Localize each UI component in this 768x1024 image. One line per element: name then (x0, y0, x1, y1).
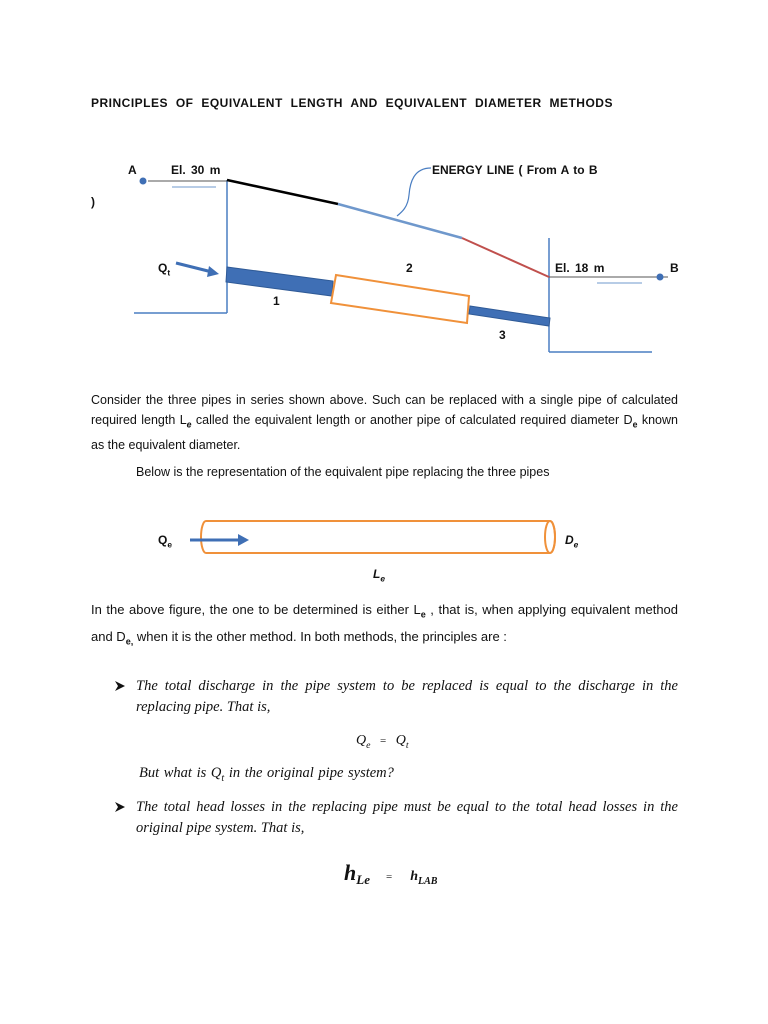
paragraph-intro: Consider the three pipes in series shown above. Such can be replaced with a single pipe of calculated required length $L_e$ called the equivalent length or another pipe of calculated required diameter $D_e$ known as the equivalent diameter. (91, 393, 678, 452)
label-equivalent-diameter: $D_e$ (565, 533, 579, 550)
label-energy-line: ENERGY LINE ( From A to B (432, 163, 598, 177)
label-pipe-1: 1 (273, 294, 280, 308)
pipe-2 (331, 275, 469, 323)
equation-head-losses: $h_{Le} = h_{LAB}$ (344, 860, 438, 888)
principle-head-losses: The total head losses in the replacing pipe must be equal to the total head losses in the original pipe system. That is, (136, 799, 678, 836)
bullet-arrow-icon (114, 800, 130, 814)
pipe-3 (469, 306, 550, 326)
label-stray-paren: ) (91, 195, 95, 209)
paragraph-methods: In the above figure, the one to be determined is either $L_e$ , that is, when applying equivalent method and $D_{e,}$ when it is the other method. In both methods, the principles are : (91, 602, 679, 647)
label-equivalent-length: $L_e$ (373, 567, 386, 584)
equivalent-pipe (201, 521, 555, 553)
energy-line-callout (397, 168, 431, 216)
energy-line-segment-1 (227, 180, 338, 204)
equation-discharge: $Q_e = Q_t$ (356, 733, 409, 751)
principle-discharge: The total discharge in the pipe system to be replaced is equal to the discharge in the replacing pipe. That is, (136, 678, 678, 715)
energy-line-segment-3 (462, 238, 549, 277)
label-elevation-a: El. 30 m (171, 163, 221, 177)
point-b-marker (657, 274, 664, 281)
flow-arrow-qt (176, 263, 212, 272)
label-elevation-b: El. 18 m (555, 261, 605, 275)
label-flow-qt: $Q_t$ (158, 261, 171, 278)
label-point-a: A (128, 163, 137, 177)
point-a-marker (140, 178, 147, 185)
label-pipe-3: 3 (499, 328, 506, 342)
energy-line-segment-2 (338, 204, 462, 238)
page-heading: PRINCIPLES OF EQUIVALENT LENGTH AND EQUIVALENT DIAMETER METHODS (91, 96, 613, 110)
pipe-1 (226, 267, 333, 296)
label-pipe-2: 2 (406, 261, 413, 275)
series-pipes-diagram (0, 150, 768, 365)
paragraph-representation: Below is the representation of the equivalent pipe replacing the three pipes (136, 465, 550, 479)
label-point-b: B (670, 261, 679, 275)
question-qt: But what is $Q_t$ in the original pipe system? (139, 765, 394, 784)
equivalent-pipe-diagram (0, 510, 768, 570)
bullet-arrow-icon (114, 679, 130, 693)
flow-arrow-qt-head (207, 266, 219, 277)
label-flow-qe: $Q_e$ (158, 533, 173, 550)
